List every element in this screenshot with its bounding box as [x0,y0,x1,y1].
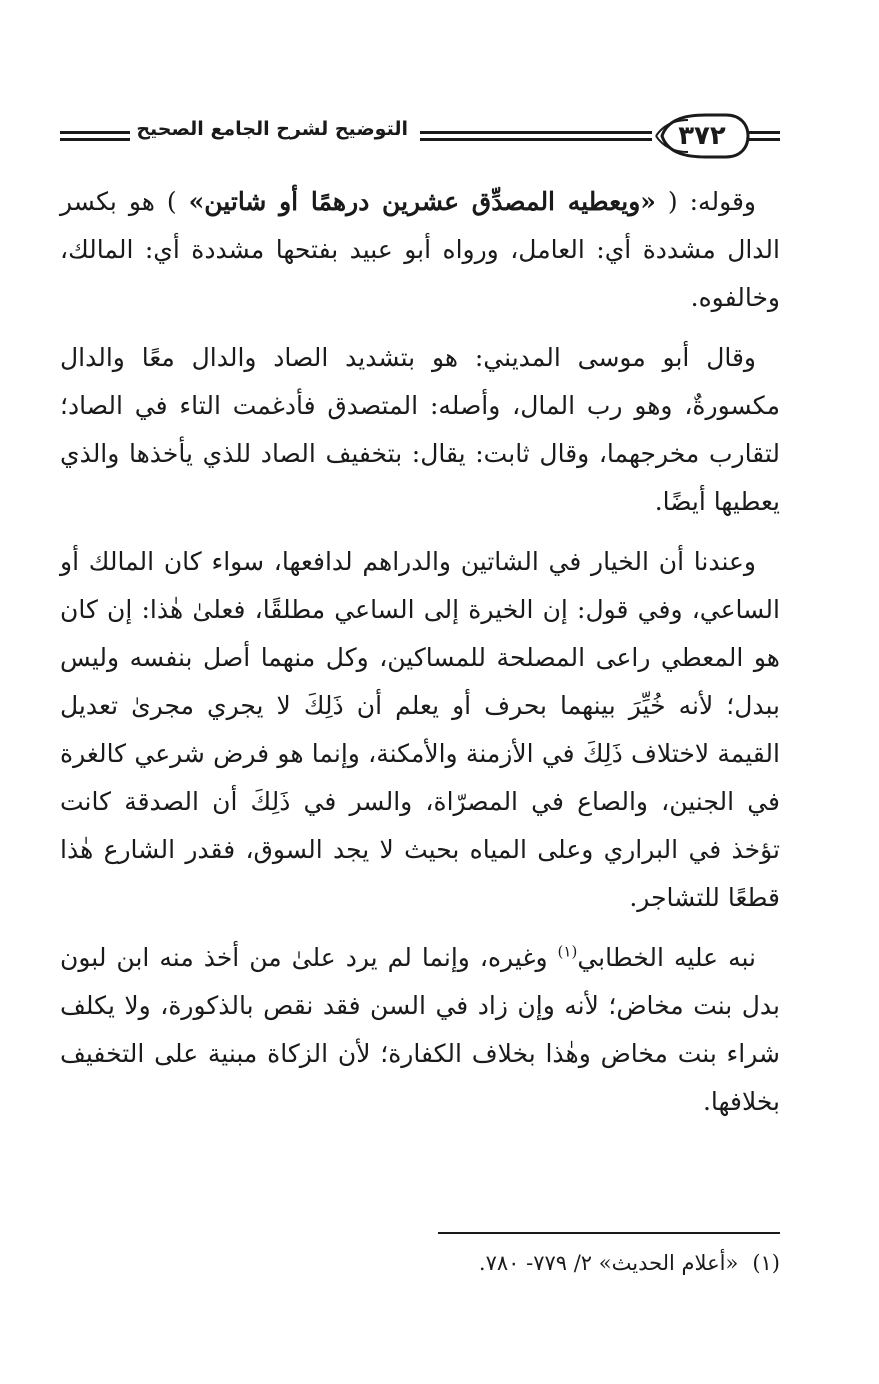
running-header [60,108,780,166]
paragraph-1-intro: وقوله: ( [655,187,757,216]
footnote-number: (١) [752,1251,780,1275]
paragraph-2: وقال أبو موسى المديني: هو بتشديد الصاد والدال معًا والدال مكسورةٌ، وهو رب المال، وأصله: المتصدق فأدغمت التاء في الصاد؛ لتقارب مخرجهما، وقال ثابت: يقال: بتخفيف الصاد للذي يأخذها والذي يعطيها أيضًا. [60,343,780,516]
header-ornament-left [60,131,130,141]
paragraph-4 [60,934,780,1126]
paragraph-1 [60,178,780,322]
footnote-text: «أعلام الحديث» ٢/ ٧٧٩- ٧٨٠. [478,1251,739,1275]
page-number: ٣٧٢ [678,121,726,151]
book-page [60,108,780,1338]
paragraph-1-rest: ) هو بكسر الدال مشددة أي: العامل، ورواه أبو عبيد بفتحها مشددة أي: المالك، وخالفوه. [60,187,780,312]
footnote-reference[interactable]: (١) [557,942,578,961]
running-title: التوضيح لشرح الجامع الصحيح [136,118,408,140]
header-ornament-right [748,131,780,141]
footnote-1 [60,1246,780,1280]
footnote-divider [438,1232,780,1234]
header-ornament-middle [420,131,652,141]
paragraph-3: وعندنا أن الخيار في الشاتين والدراهم لدافعها، سواء كان المالك أو الساعي، وفي قول: إن الخيرة إلى الساعي مطلقًا، فعلىٰ هٰذا: إن كان هو المعطي راعى المصلحة للمساكين، وكل منهما أصل بنفسه وليس ببدل؛ لأنه خُيِّرَ بينهما بحرف أو يعلم أن ذَلِكَ لا يجري مجرىٰ تعديل القيمة لاختلاف ذَلِكَ في الأزمنة والأمكنة، وإنما هو فرض شرعي كالغرة في الجنين، والصاع في المصرّاة، والسر في ذَلِكَ أن الصدقة كانت تؤخذ في البراري وعلى المياه بحيث لا يجد السوق، فقدر الشارع هٰذا قطعًا للتشاجر. [60,547,780,912]
hadith-quote: «ويعطيه المصدِّق عشرين درهمًا أو شاتين» [188,187,656,216]
paragraph-4-after: وغيره، وإنما لم يرد علىٰ من أخذ منه ابن لبون بدل بنت مخاض؛ لأنه وإن زاد في السن فقد نقص بالذكورة، ولا يكلف شراء بنت مخاض وهٰذا بخلاف الكفارة؛ لأن الزكاة مبنية على التخفيف بخلافها. [60,943,780,1116]
paragraph-4-before: نبه عليه الخطابي [577,943,756,972]
main-text [60,178,780,1126]
